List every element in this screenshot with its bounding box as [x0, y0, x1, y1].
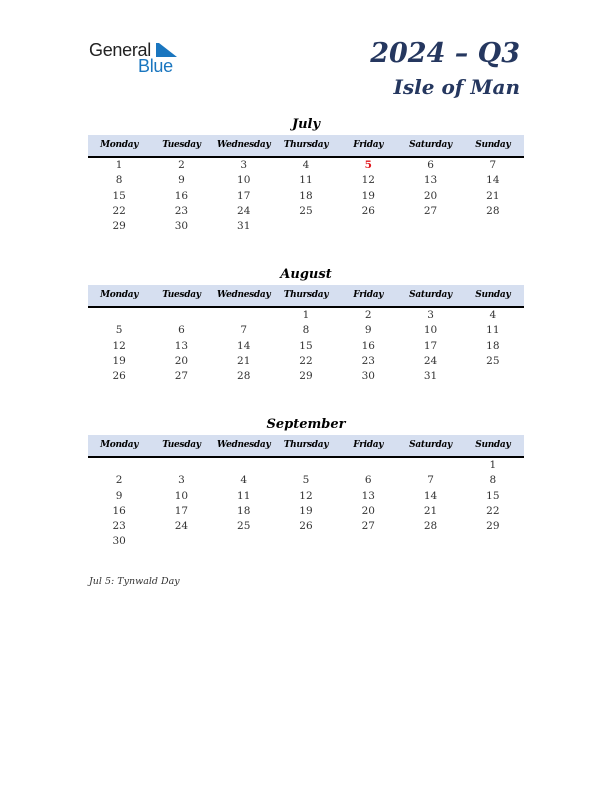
weekday-thursday: Thursday [283, 290, 329, 300]
empty-cell [275, 458, 337, 473]
empty-cell [462, 534, 524, 549]
day-cell: 31 [423, 370, 438, 383]
week-row [88, 339, 524, 354]
day-cell: 22 [299, 354, 313, 367]
day-cell: 12 [361, 174, 375, 187]
day-cell: 30 [361, 370, 375, 383]
logo-text-general: General [89, 40, 151, 60]
day-cell: 15 [486, 489, 500, 502]
day-cell: 20 [174, 354, 189, 367]
day-cell: 23 [361, 354, 375, 367]
empty-cell [399, 534, 461, 549]
empty-cell [399, 219, 461, 234]
day-cell: 30 [174, 220, 189, 233]
week-row [88, 219, 524, 234]
weekday-tuesday: Tuesday [162, 140, 201, 150]
week-row [88, 473, 524, 488]
empty-cell [213, 308, 275, 323]
month-name: August [280, 267, 332, 282]
day-cell: 18 [486, 339, 500, 352]
empty-cell [399, 458, 461, 473]
day-cell: 31 [237, 220, 251, 233]
weekday-monday: Monday [100, 440, 139, 450]
month-calendar-july [88, 115, 524, 234]
day-cell: 24 [174, 520, 189, 533]
day-cell: 8 [115, 174, 123, 187]
day-cell: 25 [237, 520, 251, 533]
day-cell: 10 [174, 489, 189, 502]
day-cell: 1 [115, 159, 123, 171]
day-cell: 12 [112, 339, 126, 352]
day-cell: 2 [178, 159, 185, 171]
day-cell: 3 [427, 309, 434, 321]
month-calendar-august [88, 265, 524, 384]
week-row [88, 354, 524, 369]
empty-cell [337, 219, 399, 234]
day-cell: 29 [112, 220, 126, 233]
day-cell: 22 [486, 504, 500, 517]
month-calendar-september [88, 415, 524, 550]
weekday-friday: Friday [353, 290, 384, 300]
day-cell: 15 [299, 339, 313, 352]
day-cell: 27 [423, 204, 438, 217]
weekday-sunday: Sunday [475, 290, 511, 300]
day-cell: 6 [364, 474, 372, 487]
week-row [88, 323, 524, 338]
weekday-friday: Friday [353, 140, 384, 150]
weekday-saturday: Saturday [409, 290, 452, 300]
day-cell: 21 [423, 504, 438, 517]
day-cell: 27 [174, 370, 189, 383]
day-cell: 23 [112, 520, 126, 533]
week-row [88, 534, 524, 549]
day-cell: 18 [299, 189, 313, 202]
logo-triangle-icon [156, 43, 177, 57]
day-cell: 10 [237, 174, 251, 187]
week-row [88, 189, 524, 204]
day-cell: 1 [489, 459, 497, 471]
day-cell: 13 [174, 339, 189, 352]
day-cell: 29 [486, 520, 500, 533]
day-cell: 26 [112, 370, 126, 383]
day-cell: 5 [115, 324, 123, 337]
generalblue-logo [89, 40, 189, 80]
day-cell: 16 [112, 504, 126, 517]
month-name: September [266, 417, 346, 432]
week-row [88, 158, 524, 173]
weekday-wednesday: Wednesday [217, 140, 271, 150]
weekday-monday: Monday [100, 290, 139, 300]
weekday-thursday: Thursday [283, 440, 329, 450]
region-title: Isle of Man [393, 75, 520, 99]
empty-cell [337, 458, 399, 473]
day-cell: 4 [240, 474, 248, 487]
day-cell: 9 [364, 324, 372, 337]
empty-cell [462, 219, 524, 234]
weekday-header [88, 435, 524, 458]
day-cell: 27 [361, 520, 375, 533]
day-cell: 15 [112, 189, 126, 202]
day-cell: 16 [361, 339, 375, 352]
day-cell: 28 [486, 204, 500, 217]
day-cell: 12 [299, 489, 313, 502]
empty-cell [88, 458, 150, 473]
day-cell: 3 [178, 474, 185, 487]
week-row [88, 489, 524, 504]
week-row [88, 369, 524, 384]
weekday-tuesday: Tuesday [162, 440, 201, 450]
day-cell: 19 [361, 189, 375, 202]
day-cell: 9 [178, 174, 185, 187]
empty-cell [150, 458, 212, 473]
weekday-tuesday: Tuesday [162, 290, 201, 300]
day-cell: 26 [361, 204, 375, 217]
page-title [370, 36, 520, 101]
quarter-title: 2024 – Q3 [370, 38, 520, 69]
week-row [88, 504, 524, 519]
day-cell: 23 [174, 204, 189, 217]
empty-cell [88, 308, 150, 323]
day-cell: 21 [486, 189, 500, 202]
weekday-header [88, 285, 524, 308]
day-cell: 11 [486, 324, 500, 337]
empty-cell [213, 458, 275, 473]
day-cell: 13 [423, 174, 438, 187]
day-cell: 24 [237, 204, 251, 217]
week-row [88, 308, 524, 323]
day-cell: 11 [237, 489, 251, 502]
month-name: July [291, 117, 321, 132]
week-row [88, 458, 524, 473]
empty-cell [213, 534, 275, 549]
day-cell: 19 [299, 504, 313, 517]
empty-cell [150, 534, 212, 549]
day-cell: 20 [361, 504, 375, 517]
day-cell: 28 [423, 520, 438, 533]
weekday-friday: Friday [353, 440, 384, 450]
empty-cell [150, 308, 212, 323]
day-cell: 24 [423, 354, 438, 367]
day-cell: 7 [427, 474, 434, 487]
day-cell: 1 [302, 309, 310, 321]
day-cell: 4 [489, 309, 497, 321]
week-row [88, 519, 524, 534]
day-cell: 14 [423, 489, 438, 502]
empty-cell [275, 534, 337, 549]
day-cell: 22 [112, 204, 126, 217]
empty-cell [337, 534, 399, 549]
day-cell: 17 [237, 189, 251, 202]
empty-cell [275, 219, 337, 234]
day-cell: 8 [302, 324, 310, 337]
day-cell: 2 [364, 309, 372, 321]
day-cell: 2 [115, 474, 123, 487]
day-cell: 20 [423, 189, 438, 202]
weekday-wednesday: Wednesday [217, 290, 271, 300]
day-cell: 7 [489, 159, 497, 171]
day-cell: 17 [174, 504, 189, 517]
day-cell: 17 [423, 339, 438, 352]
day-cell: 5 [364, 159, 372, 171]
day-cell: 18 [237, 504, 251, 517]
empty-cell [462, 369, 524, 384]
day-cell: 13 [361, 489, 375, 502]
day-cell: 16 [174, 189, 189, 202]
weekday-thursday: Thursday [283, 140, 329, 150]
day-cell: 26 [299, 520, 313, 533]
day-cell: 14 [237, 339, 251, 352]
day-cell: 29 [299, 370, 313, 383]
day-cell: 28 [237, 370, 251, 383]
day-cell: 3 [240, 159, 248, 171]
weekday-sunday: Sunday [475, 440, 511, 450]
day-cell: 8 [489, 474, 497, 487]
logo-text-blue: Blue [138, 56, 173, 76]
day-cell: 6 [427, 159, 434, 171]
day-cell: 11 [299, 174, 313, 187]
weekday-saturday: Saturday [409, 440, 452, 450]
weekday-saturday: Saturday [409, 140, 452, 150]
day-cell: 14 [486, 174, 500, 187]
holiday-note: Jul 5: Tynwald Day [89, 576, 180, 587]
weekday-monday: Monday [100, 140, 139, 150]
week-row [88, 173, 524, 188]
weekday-wednesday: Wednesday [217, 440, 271, 450]
day-cell: 7 [240, 324, 248, 337]
week-row [88, 204, 524, 219]
day-cell: 4 [302, 159, 310, 171]
day-cell: 30 [112, 535, 126, 548]
day-cell: 19 [112, 354, 126, 367]
weekday-sunday: Sunday [475, 140, 511, 150]
day-cell: 25 [299, 204, 313, 217]
weekday-header [88, 135, 524, 158]
day-cell: 6 [178, 324, 185, 337]
day-cell: 25 [486, 354, 500, 367]
day-cell: 10 [423, 324, 438, 337]
day-cell: 9 [115, 489, 123, 502]
day-cell: 5 [302, 474, 310, 487]
day-cell: 21 [237, 354, 251, 367]
